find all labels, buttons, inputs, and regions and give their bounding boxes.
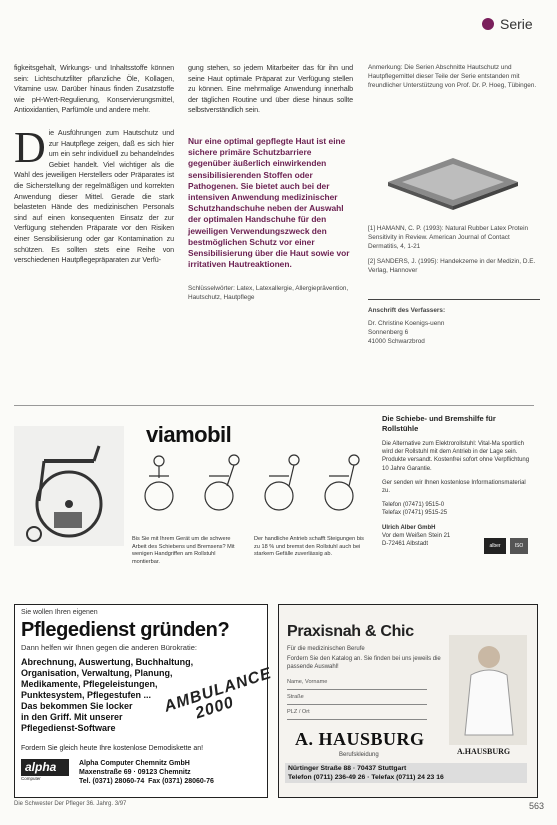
list-item: Abrechnung, Auswertung, Buchhaltung,: [21, 657, 194, 667]
alpha-ad[interactable]: [14, 604, 274, 798]
note: Anmerkung: Die Serien Abschnitte Hautschutz und Hautpflegemittel dieser Teile der Serie entstanden mit freundlicher Unterstützung von Prof. Dr. P. Hoeg, Tübingen.: [368, 64, 537, 89]
page-footer: [14, 801, 544, 811]
nurse-photo: [449, 635, 527, 745]
article-column-1: [14, 63, 174, 266]
reference: [1] HAMANN, C. P. (1993): Natural Rubber Latex Protein Sensitivity in Review. American Journal of Contact Dermatitis, 4, 1-21: [368, 225, 529, 250]
alber-badge: alber: [484, 538, 506, 554]
phone: Telefon (07471) 9515-0: [382, 502, 445, 509]
footer-left: Die Schwester Der Pfleger 36. Jahrg. 3/97: [14, 801, 127, 807]
info-title: Die Schiebe- und Bremshilfe für Rollstühle: [382, 414, 496, 433]
phone: Telefon (0711) 236-49 26 · Telefax (0711) 24 23 16: [288, 774, 444, 781]
form-field[interactable]: Name, Vorname: [287, 679, 427, 690]
series-dot-icon: [482, 18, 494, 30]
hausburg-info: Fordern Sie den Katalog an. Sie finden bei uns jeweils die passende Auswahl!: [287, 656, 441, 670]
hausburg-title: Praxisnah & Chic: [287, 623, 414, 640]
caption: Bis Sie mit Ihrem Gerät um die schwere Arbeit des Schiebens und Bremsens? Mit wenigen Handgriffen am Rollstuhl montierbar.: [132, 536, 235, 565]
author-line: Sonnenberg 6: [368, 329, 409, 336]
order-form[interactable]: [287, 679, 427, 720]
series-label: Serie: [482, 16, 533, 32]
alpha-logo: alpha Computer: [21, 759, 69, 781]
author-line: Dr. Christine Koenigs-uenn: [368, 320, 445, 327]
company: Ulrich Alber GmbH: [382, 524, 436, 531]
address: Nürtinger Straße 88 · 70437 Stuttgart: [288, 765, 407, 772]
alpha-contact: [79, 759, 214, 786]
list-item: Medikamente, Pflegeleistungen,: [21, 679, 158, 689]
caption: Der handliche Antrieb schafft Steigungen bis zu 18 % und bremst den Rollstuhl auch bei starkem Gefälle zuverlässig ab.: [254, 536, 364, 557]
fax: Telefax (07471) 9515-25: [382, 510, 448, 517]
list-item: Das bekommen Sie locker: [21, 701, 133, 711]
usage-illustrations: [139, 446, 369, 516]
company-address: Maxenstraße 69 · 09123 Chemnitz: [79, 769, 191, 776]
author-heading: Anschrift des Verfassers:: [368, 307, 446, 314]
page-number: 563: [528, 801, 544, 811]
viamobil-ad[interactable]: [14, 405, 534, 601]
ambulance-stamp: AMBULANCE 2000: [162, 664, 274, 723]
article-column-2: [188, 63, 353, 302]
cta-text[interactable]: Fordern Sie gleich heute Ihre kostenlose Demodiskette an!: [21, 745, 204, 752]
list-item: in den Griff. Mit unserer: [21, 712, 123, 722]
paragraph: gung stehen, so jedem Mitarbeiter das für ihn und seine Haut optimale Präparat zur Verfügung stellen zu können. Eine mehrmalige Anwendung innerhalb der täglichen Routine und über diese hinaus sollte selbstverständlich sein.: [188, 63, 353, 115]
list-item: Organisation, Verwaltung, Planung,: [21, 668, 173, 678]
street: Vor dem Weißen Stein 21: [382, 532, 451, 539]
reference: [2] SANDERS, J. (1995): Handekzeme in der Medizin, D.E. Verlag, Hannover: [368, 258, 536, 274]
viamobil-logo: viamobil: [146, 422, 232, 447]
hausburg-logo-sub: Berufskleidung: [339, 752, 379, 758]
keywords: Schlüsselwörter: Latex, Latexallergie, Allergieprävention, Hautschutz, Hautpflege: [188, 285, 349, 302]
company-name: Alpha Computer Chemnitz GmbH: [79, 760, 190, 767]
subheadline: Dann helfen wir Ihnen gegen die anderen Bürokratie:: [21, 643, 197, 652]
author-line: 41000 Schwarzbrod: [368, 338, 425, 345]
photo-label: A.HAUSBURG: [457, 747, 511, 756]
form-field[interactable]: Straße: [287, 694, 427, 705]
info-text: Die Alternative zum Elektrorollstuhl: Vital-Ma sportlich wird der Rollstuhl mit dem Antrieb in der Lage sein. Produkte versandt. Kostenfrei sofort ohne Verpflichtung 10 Jahre Garantie.: [382, 441, 530, 472]
list-item: Pflegedienst-Software: [21, 723, 116, 733]
paragraph: D ie Ausführungen zum Hautschutz und zur Hautpflege zeigen, daß es sich hier um ein sehr individuell zu behandelndes Gebiet handelt. Viel wichtiger als die Wahl des jeweiligen Herstellers oder Präparates ist die Sicherstellung der regelmäßigen und korrekten Anwendung dieser Mittel. Gerade die stark belasteten Hände des medizinischen Personals sind auf einen konsequenten Einsatz der zur Verfügung stehenden Präparate vor den Risiken einer Sensibilisierung oder gar Kontamination zu schützen. Es sollten stets eine Reihe von verschiedenen Hautpflegepräparaten zur Verfü-: [14, 122, 174, 265]
kicker: Sie wollen Ihren eigenen: [21, 609, 98, 616]
paragraph: figkeitsgehalt, Wirkungs- und Inhaltsstoffe können sein: Lichtschutzfilter pflanzliche Öle, Kollagen, Vitamine usw. Darüber hinaus finden Zusatzstoffe wie pH-Wert-Regulierung, Konservierungsmittel, Antioxidantien, Parfümöle und andere mehr.: [14, 63, 174, 115]
viamobil-info: [382, 414, 532, 548]
hausburg-subtitle: Für die medizinischen Berufe: [287, 646, 365, 652]
headline: Pflegedienst gründen?: [21, 619, 230, 641]
company-phones: Tel. (0371) 28060-74 Fax (0371) 28060-76: [79, 778, 214, 785]
hausburg-ad[interactable]: [278, 604, 538, 798]
pull-quote: Nur eine optimal gepflegte Haut ist eine sichere primäre Schutzbarriere gegenüber äußerlich einwirkenden sensibilisierenden Stoffen oder Pathogenen. Sie bietet auch bei der intensiven Anwendung medizinischer Schutzhandschuhe neben der Auswahl der optimalen Handschuhe für den jeweiligen Verwendungszweck den bestmöglichen Schutz vor einer Sensibilisierung über die Haut sowie vor irritativen Hautreaktionen.: [188, 135, 350, 270]
city: D-72461 Albstadt: [382, 541, 429, 548]
author-box: [368, 299, 540, 346]
hausburg-logo: A. HAUSBURG: [295, 729, 425, 749]
wheelchair-photo: [14, 426, 124, 546]
list-item: Punktesystem, Pflegestufen ...: [21, 690, 152, 700]
form-field[interactable]: PLZ / Ort: [287, 709, 427, 720]
article-column-3: [368, 63, 540, 346]
iso-badge: ISO: [510, 538, 528, 554]
info-text: Ger senden wir Ihnen kostenlose Informationsmaterial zu.: [382, 479, 526, 495]
hausburg-contact: [285, 763, 527, 783]
book-stack-icon: [378, 152, 528, 212]
drop-cap: D: [14, 122, 46, 172]
